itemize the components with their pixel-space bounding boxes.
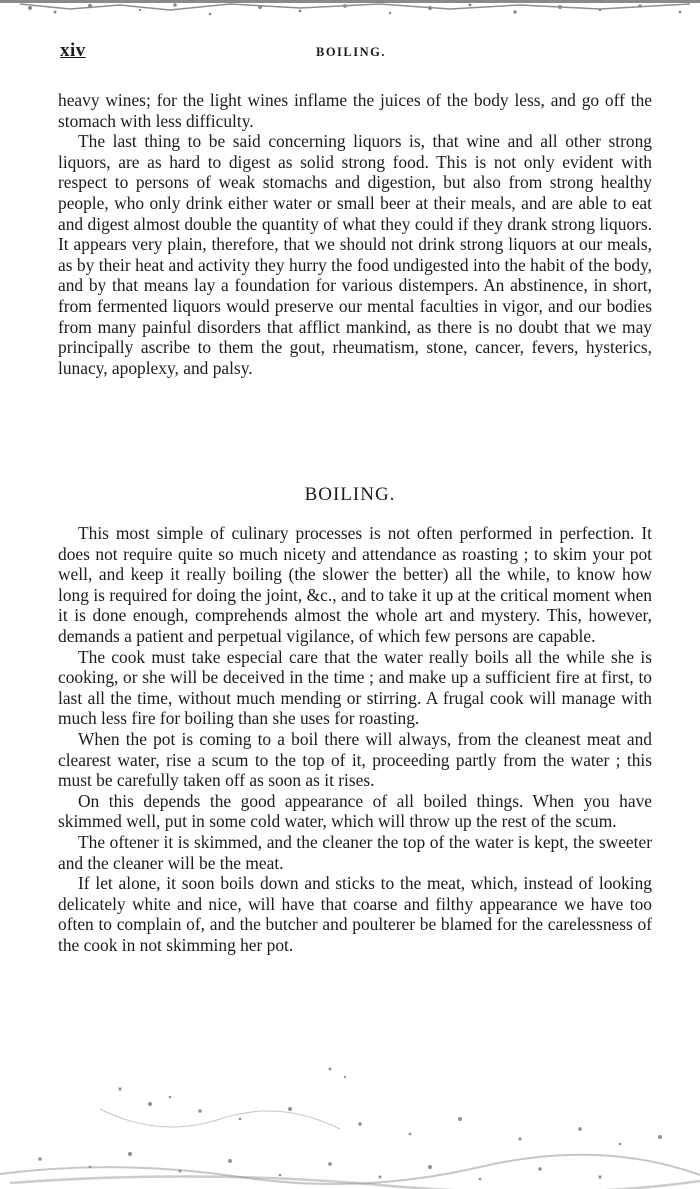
intro-paragraph-2: The last thing to be said concerning liquors is, that wine and all other strong liquors, are as hard to digest as solid strong food. This is not only evident with respect to persons of weak stomachs and digestion, but also from strong healthy people, who only drink either water or small beer at their meals, and are able to eat and digest almost double the quantity of what they could if they drank strong liquors. It appears very plain, therefore, that we should not drink strong liquors at our meals, as by their heat and activity they hurry the food undigested into the habit of the body, and by that means lay a foundation for various distempers. An abstinence, in short, from fermented liquors would preserve our mental faculties in vigor, and our bodies from many painful disorders that afflict mankind, as there is no doubt that we may principally ascribe to them the gout, rheumatism, stone, cancer, fevers, hysterics, lunacy, apoplexy, and palsy. <box>58 131 652 378</box>
page-number: xiv <box>60 40 86 61</box>
running-head: BOILING. <box>316 45 387 59</box>
boiling-paragraph-4: On this depends the good appearance of all boiled things. When you have skimmed well, put in some cold water, which will throw up the rest of the scum. <box>58 790 652 832</box>
boiling-paragraph-3: When the pot is coming to a boil there will always, from the cleanest meat and clearest water, rise a scum to the top of it, proceeding partly from the water ; this must be carefully taken off as soon as it rises. <box>58 728 652 791</box>
scan-noise-top <box>0 0 700 26</box>
boiling-paragraph-6: If let alone, it soon boils down and sticks to the meat, which, instead of looking delicately white and nice, will have that coarse and filthy appearance we have too often to complain of, and the butcher and poulterer be blamed for the carelessness of the cook in not skimming her pot. <box>58 873 652 955</box>
scan-noise-bottom <box>0 1049 700 1189</box>
intro-text <box>58 90 652 378</box>
section-title: BOILING. <box>304 484 396 505</box>
boiling-text <box>58 523 652 955</box>
boiling-paragraph-2: The cook must take especial care that the water really boils all the while she is cooking, or she will be deceived in the time ; and make up a sufficient fire at first, to last all the time, without much mending or stirring. A frugal cook will manage with much less fire for boiling than she uses for roasting. <box>58 646 652 729</box>
page-header <box>60 40 660 64</box>
boiling-paragraph-5: The oftener it is skimmed, and the cleaner the top of the water is kept, the sweeter and the cleaner will be the meat. <box>58 831 652 873</box>
boiling-paragraph-1: This most simple of culinary processes is not often performed in perfection. It does not require quite so much nicety and attendance as roasting ; to skim your pot well, and keep it really boiling (the slower the better) all the while, to know how long is required for doing the joint, &c., and to take it up at the critical moment when it is done enough, comprehends almost the whole art and mystery. This, however, demands a patient and perpetual vigilance, of which few persons are capable. <box>58 523 652 646</box>
intro-paragraph-1: heavy wines; for the light wines inflame the juices of the body less, and go off the stomach with less difficulty. <box>58 90 652 131</box>
